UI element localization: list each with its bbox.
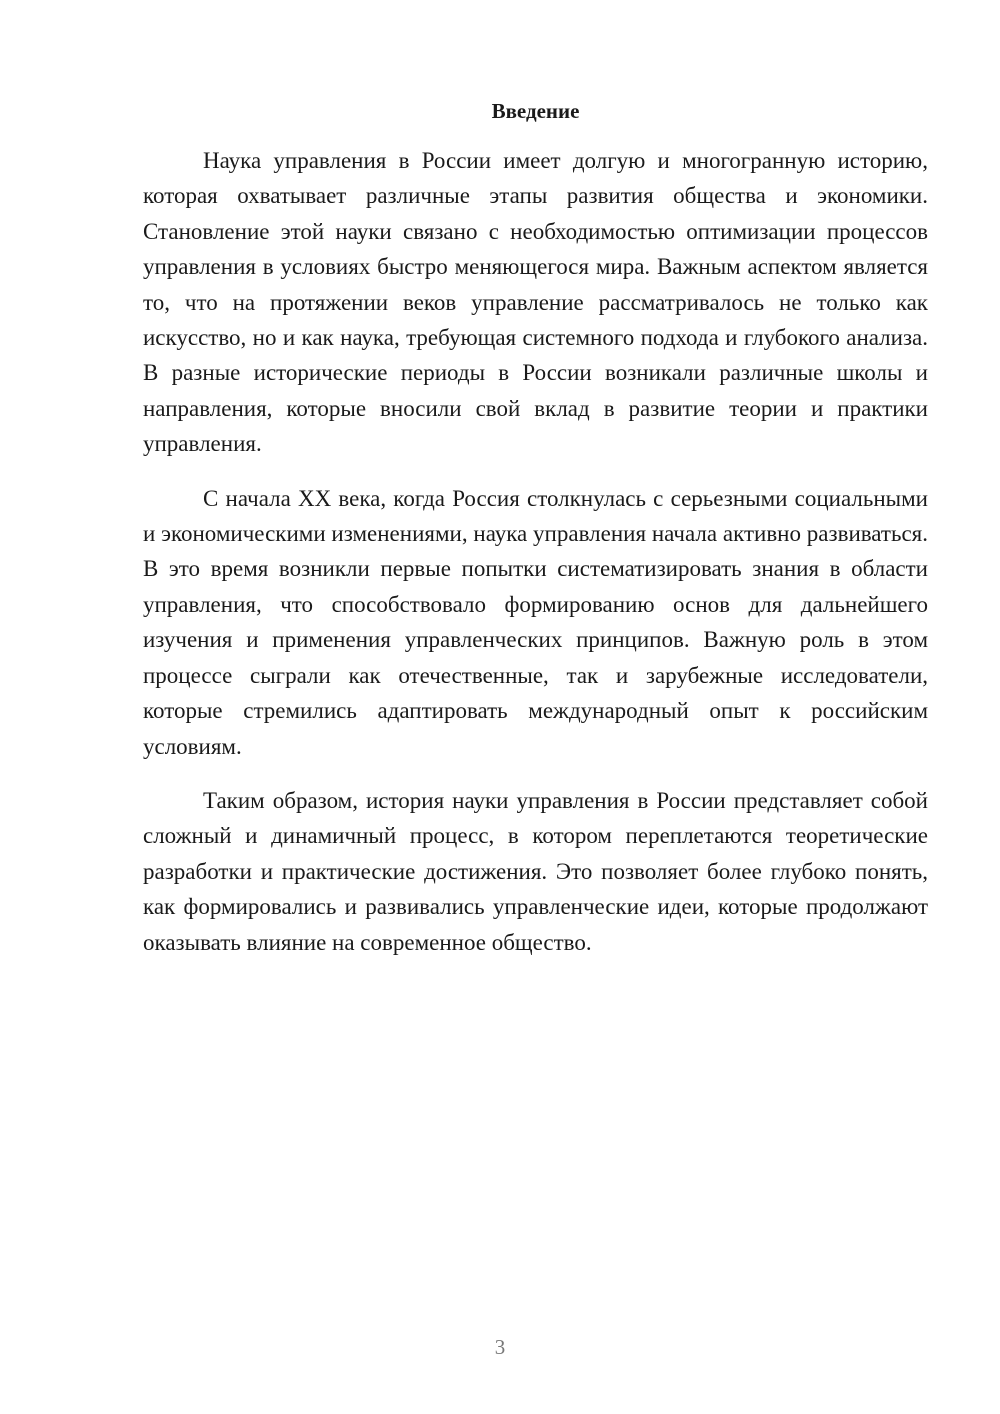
body-text: [143, 143, 928, 960]
paragraph-3: Таким образом, история науки управления в России представляет собой сложный и динамичный процесс, в котором переплетаются теоретические разработки и практические достижения. Это позволяет более глубоко понять, как формировались и развивались управленческие идеи, которые продолжают оказывать влияние на современное общество.: [143, 787, 928, 955]
section-title: Введение: [491, 99, 580, 123]
page-number: 3: [494, 1335, 506, 1359]
paragraph-1: Наука управления в России имеет долгую и многогранную историю, которая охватывает различные этапы развития общества и экономики. Становление этой науки связано с необходимостью оптимизации процессов управления в условиях быстро меняющегося мира. Важным аспектом является то, что на протяжении веков управление рассматривалось не только как искусство, но и как наука, требующая системного подхода и глубокого анализа. В разные исторические периоды в России возникали различные школы и направления, которые вносили свой вклад в развитие теории и практики управления.: [143, 148, 928, 457]
paragraph-2: С начала XX века, когда Россия столкнулась с серьезными социальными и экономическими изменениями, наука управления начала активно развиваться. В это время возникли первые попытки систематизировать знания в области управления, что способствовало формированию основ для дальнейшего изучения и применения управленческих принципов. Важную роль в этом процессе сыграли как отечественные, так и зарубежные исследователи, которые стремились адаптировать международный опыт к российским условиям.: [143, 485, 928, 759]
